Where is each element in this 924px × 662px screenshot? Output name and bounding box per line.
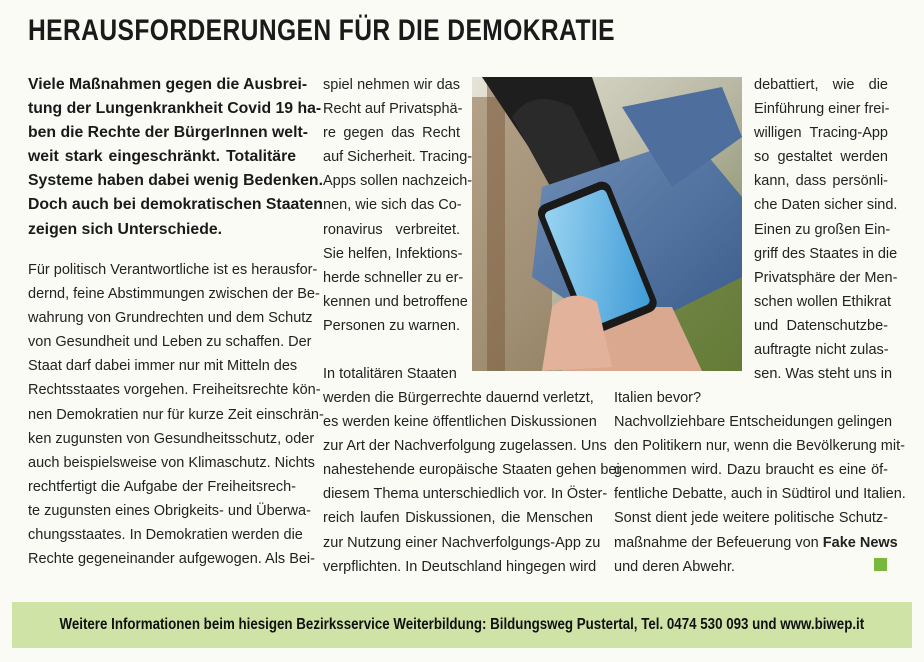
body-line: auftragte nicht zulas- — [754, 342, 889, 359]
body-line: Italien bevor? — [614, 390, 702, 406]
body-line: willigen Tracing-App — [754, 125, 888, 142]
body-column-4 — [614, 386, 906, 579]
body-line: griff des Staates in die — [754, 245, 898, 262]
body-line: In totalitären Staaten — [323, 366, 457, 382]
body-line: re gegen das Recht — [323, 125, 460, 142]
headline: HERAUSFORDERUNGEN FÜR DIE DEMOKRATIE — [28, 14, 615, 47]
body-line: ronavirus verbreitet. — [323, 221, 460, 238]
lead-line: Viele Maßnahmen gegen die Ausbrei- — [28, 76, 308, 93]
body-line: auf Sicherheit. Tracing- — [323, 149, 473, 166]
body-line: es werden keine öffentlichen Diskussionen — [323, 414, 597, 431]
body-line: kennen und betroffene — [323, 293, 468, 310]
lead-line: ben die Rechte der BürgerInnen welt- — [28, 124, 309, 142]
body-line: Für politisch Verantwortliche ist es herausfor- — [28, 262, 318, 278]
body-line: Einführung einer frei- — [754, 101, 890, 118]
article-photo — [472, 77, 742, 371]
body-line: Sie helfen, Infektions- — [323, 245, 463, 262]
body-line: debattiert, wie die — [754, 77, 888, 93]
body-line: fentliche Debatte, auch in Südtirol und Italien. — [614, 486, 906, 503]
body-line: Personen zu warnen. — [323, 317, 461, 334]
body-line: von Gesundheit und Leben zu schaffen. Der — [28, 334, 312, 351]
body-column-2-para-start — [323, 362, 460, 386]
body-line: wahrung von Grundrechten und dem Schutz — [28, 310, 313, 327]
info-footer-bar — [12, 602, 912, 648]
footer-text: Weitere Informationen beim hiesigen Bezirksservice Weiterbildung: Bildungsweg Pustertal, Tel. 0474 530 093 und www.biwep.it — [59, 616, 865, 633]
body-line: Rechte gegeneinander aufgewogen. Als Bei- — [28, 551, 315, 568]
body-line: chungsstaates. In Demokratien werden die — [28, 527, 303, 544]
body-line: dernd, feine Abstimmungen zwischen der Be- — [28, 286, 320, 303]
body-line: und Datenschutzbe- — [754, 317, 888, 334]
end-of-article-square-icon — [874, 558, 887, 571]
body-line-with-bold-term — [614, 531, 898, 555]
body-line: zur Art der Nachverfolgung zugelassen. Uns — [323, 438, 607, 455]
lead-line: tung der Lungenkrankheit Covid 19 ha- — [28, 100, 322, 118]
body-line: Rechtsstaates vorgehen. Freiheitsrechte kön- — [28, 382, 321, 399]
body-line: sen. Was steht uns in — [754, 366, 893, 383]
body-line: nen, wie sich das Co- — [323, 197, 462, 214]
lead-line: zeigen sich Unterschiede. — [28, 220, 223, 238]
body-line: den Politikern nur, wenn die Bevölkerung mit- — [614, 438, 905, 455]
body-line: und deren Abwehr. — [614, 558, 735, 575]
body-column-3 — [754, 73, 898, 386]
lead-line: Systeme haben dabei wenig Bedenken. — [28, 172, 323, 190]
body-line: werden die Bürgerrechte dauernd verletzt, — [323, 390, 594, 406]
lead-line: weit stark eingeschränkt. Totalitäre — [28, 148, 296, 166]
body-line: zur Nutzung einer Nachverfolgungs-App zu — [323, 534, 601, 551]
body-line: spiel nehmen wir das — [323, 77, 460, 93]
body-line: Nachvollziehbare Entscheidungen gelingen — [614, 414, 893, 431]
body-line: nen Demokratien nur für kurze Zeit einschrän- — [28, 406, 324, 423]
body-line: kann, dass persönli- — [754, 173, 888, 190]
body-line: Einen zu großen Ein- — [754, 221, 891, 238]
smartphone-photo-illustration — [472, 77, 742, 371]
body-line: ken zugunsten von Gesundheitsschutz, oder — [28, 430, 315, 447]
body-column-2-bottom — [323, 386, 620, 579]
body-column-2-top — [323, 73, 473, 338]
body-line: schen wollen Ethikrat — [754, 293, 892, 310]
body-line: diesem Thema unterschiedlich vor. In Öster- — [323, 486, 608, 503]
body-line: Recht auf Privatsphä- — [323, 101, 463, 118]
body-line: so gestaltet werden — [754, 149, 888, 166]
body-line: rechtfertigt die Aufgabe der Freiheitsrech- — [28, 478, 296, 495]
body-line: Privatsphäre der Men- — [754, 269, 898, 286]
body-line: che Daten sicher sind. — [754, 197, 898, 214]
body-line: reich laufen Diskussionen, die Menschen — [323, 510, 593, 527]
lead-line: Doch auch bei demokratischen Staaten — [28, 196, 323, 214]
body-line: verpflichten. In Deutschland hingegen wird — [323, 558, 597, 575]
body-line: herde schneller zu er- — [323, 269, 464, 286]
body-text: maßnahme der Befeuerung von — [614, 534, 819, 551]
body-column-1 — [28, 258, 324, 571]
body-line: genommen wird. Dazu braucht es eine öf- — [614, 462, 888, 479]
lead-paragraph — [28, 73, 323, 242]
fake-news-term: Fake News — [822, 534, 898, 551]
body-line: Apps sollen nachzeich- — [323, 173, 473, 190]
body-line: Staat darf dabei immer nur mit Mitteln des — [28, 358, 298, 375]
body-line: auch beispielsweise von Klimaschutz. Nichts — [28, 454, 315, 471]
body-line: te zugunsten eines Obrigkeits- und Überwa- — [28, 502, 311, 519]
body-line: nahestehende europäische Staaten gehen bei — [323, 462, 620, 479]
body-line: Sonst dient jede weitere politische Schutz- — [614, 510, 888, 527]
